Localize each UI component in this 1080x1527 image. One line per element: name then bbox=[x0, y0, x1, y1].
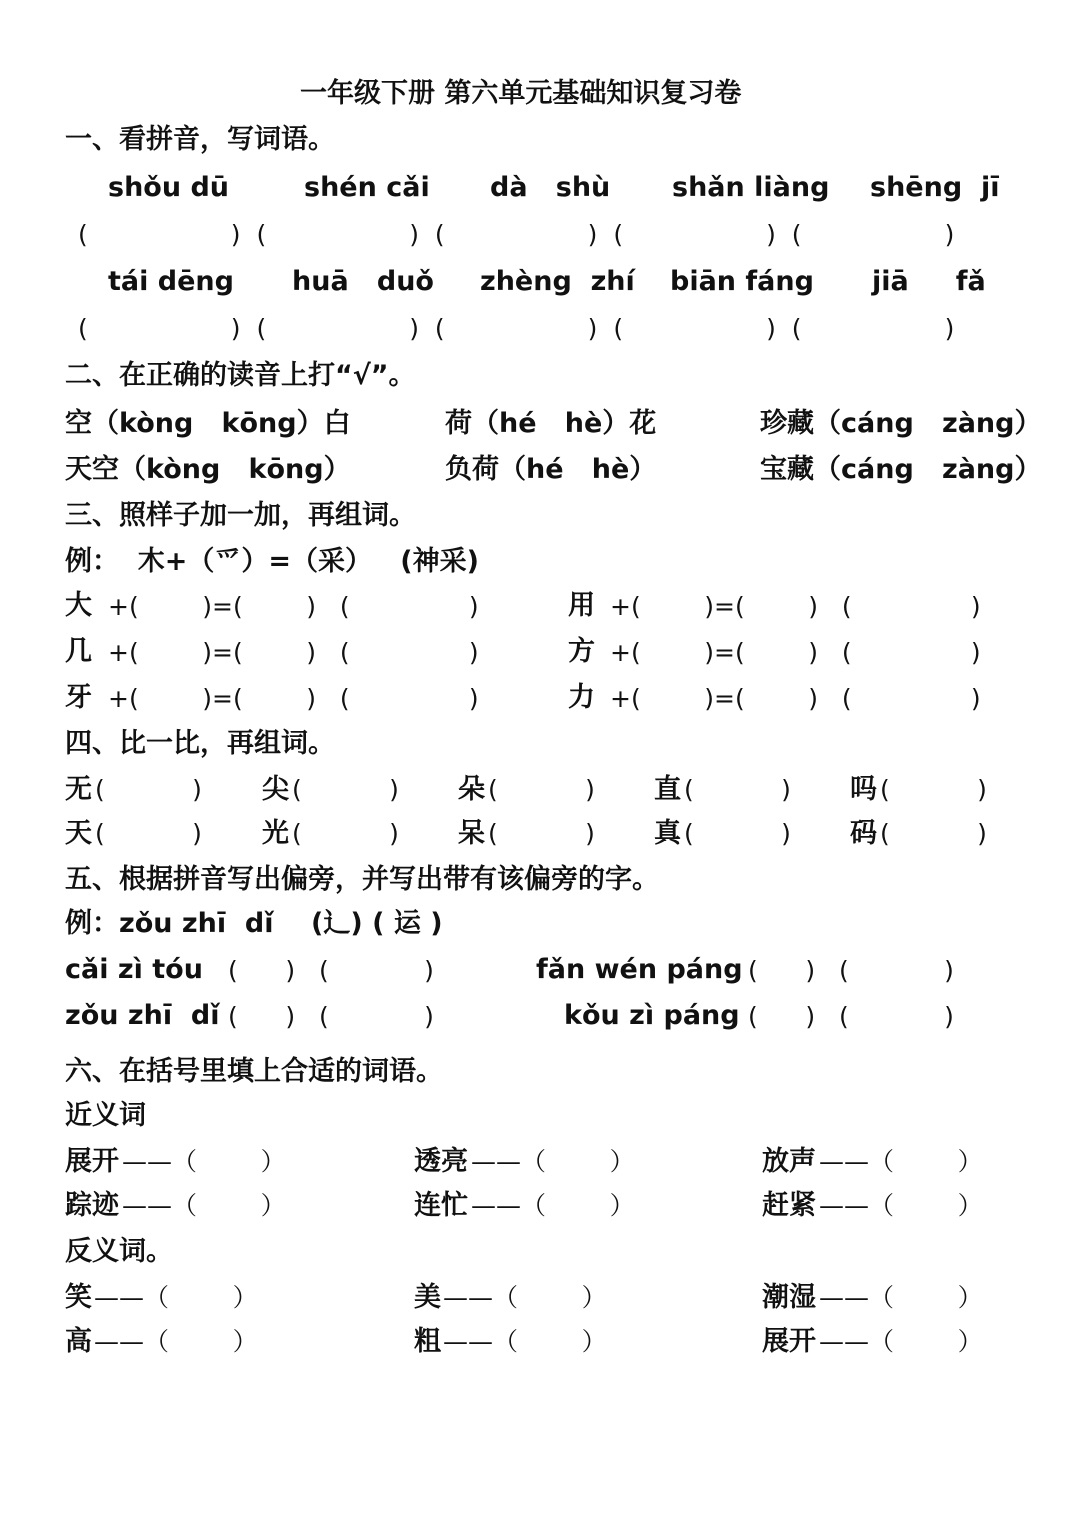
answer-blank[interactable]: ——（ ） bbox=[122, 1147, 286, 1176]
compare-char: 天 bbox=[65, 818, 92, 849]
answer-blank[interactable]: +( )=( ) ( ) bbox=[108, 684, 479, 713]
answer-blank[interactable]: ——（ ） bbox=[94, 1283, 258, 1312]
compare-char: 无 bbox=[65, 774, 92, 805]
pinyin-item: zhèng zhí bbox=[480, 266, 635, 297]
pinyin-item: shǎn liàng bbox=[672, 172, 830, 203]
reading-item[interactable]: 珍藏（cáng zàng） bbox=[760, 408, 1042, 439]
page-title: 一年级下册 第六单元基础知识复习卷 bbox=[300, 78, 742, 109]
section-6-heading: 六、在括号里填上合适的词语。 bbox=[65, 1056, 443, 1087]
compare-char: 尖 bbox=[262, 774, 289, 805]
subheading-synonyms: 近义词 bbox=[65, 1100, 146, 1131]
section-2-heading: 二、在正确的读音上打“√”。 bbox=[65, 360, 416, 391]
example-line: 例：zǒu zhī dǐ (辶) ( 运 ) bbox=[65, 908, 443, 939]
subheading-antonyms: 反义词。 bbox=[65, 1236, 173, 1267]
answer-blank[interactable]: ( ) bbox=[95, 819, 202, 848]
answer-blank[interactable]: +( )=( ) ( ) bbox=[610, 592, 981, 621]
answer-blank[interactable]: +( )=( ) ( ) bbox=[610, 638, 981, 667]
radical-pinyin: zǒu zhī dǐ bbox=[65, 1000, 220, 1031]
answer-blank[interactable]: ——（ ） bbox=[819, 1147, 983, 1176]
answer-blank[interactable]: ( ) ( ) ( ) ( ) ( ) bbox=[78, 220, 955, 249]
char-item: 用 bbox=[568, 590, 595, 621]
char-item: 力 bbox=[568, 682, 595, 713]
antonym-word: 粗 bbox=[414, 1326, 441, 1357]
compare-char: 光 bbox=[262, 818, 289, 849]
synonym-word: 赶紧 bbox=[762, 1190, 816, 1221]
answer-blank[interactable]: ( ) bbox=[880, 775, 987, 804]
synonym-word: 踪迹 bbox=[65, 1190, 119, 1221]
answer-blank[interactable]: ( ) bbox=[488, 819, 595, 848]
compare-char: 呆 bbox=[458, 818, 485, 849]
pinyin-item: biān fáng bbox=[670, 266, 814, 297]
radical-pinyin: kǒu zì páng bbox=[564, 1000, 740, 1031]
pinyin-item: shēng jī bbox=[870, 172, 1000, 203]
char-item: 牙 bbox=[65, 682, 92, 713]
answer-blank[interactable]: ——（ ） bbox=[443, 1327, 607, 1356]
char-item: 大 bbox=[65, 590, 92, 621]
reading-item[interactable]: 负荷（hé hè） bbox=[445, 454, 657, 485]
answer-blank[interactable]: ——（ ） bbox=[819, 1191, 983, 1220]
answer-blank[interactable]: ( ) bbox=[292, 775, 399, 804]
answer-blank[interactable]: ( ) bbox=[880, 819, 987, 848]
answer-blank[interactable]: ——（ ） bbox=[471, 1147, 635, 1176]
answer-blank[interactable]: ( ) ( ) ( ) ( ) ( ) bbox=[78, 314, 955, 343]
answer-blank[interactable]: ——（ ） bbox=[122, 1191, 286, 1220]
section-1-heading: 一、看拼音，写词语。 bbox=[65, 124, 335, 155]
char-item: 几 bbox=[65, 636, 92, 667]
answer-blank[interactable]: ( ) ( ) bbox=[228, 956, 434, 985]
pinyin-item: shǒu dū bbox=[108, 172, 230, 203]
char-item: 方 bbox=[568, 636, 595, 667]
answer-blank[interactable]: ——（ ） bbox=[94, 1327, 258, 1356]
reading-item[interactable]: 空（kòng kōng）白 bbox=[65, 408, 351, 439]
compare-char: 吗 bbox=[850, 774, 877, 805]
section-5-heading: 五、根据拼音写出偏旁，并写出带有该偏旁的字。 bbox=[65, 864, 659, 895]
answer-blank[interactable]: ( ) bbox=[684, 819, 791, 848]
pinyin-item: shén cǎi bbox=[304, 172, 430, 203]
answer-blank[interactable]: ——（ ） bbox=[471, 1191, 635, 1220]
compare-char: 直 bbox=[654, 774, 681, 805]
antonym-word: 笑 bbox=[65, 1282, 92, 1313]
pinyin-item: dà shù bbox=[490, 172, 611, 203]
synonym-word: 连忙 bbox=[414, 1190, 468, 1221]
antonym-word: 潮湿 bbox=[762, 1282, 816, 1313]
compare-char: 真 bbox=[654, 818, 681, 849]
pinyin-item: huā duǒ bbox=[292, 266, 434, 297]
synonym-word: 放声 bbox=[762, 1146, 816, 1177]
antonym-word: 展开 bbox=[762, 1326, 816, 1357]
reading-item[interactable]: 宝藏（cáng zàng） bbox=[760, 454, 1042, 485]
section-4-heading: 四、比一比，再组词。 bbox=[65, 728, 335, 759]
synonym-word: 展开 bbox=[65, 1146, 119, 1177]
answer-blank[interactable]: ( ) bbox=[488, 775, 595, 804]
answer-blank[interactable]: ( ) ( ) bbox=[748, 956, 954, 985]
compare-char: 码 bbox=[850, 818, 877, 849]
radical-pinyin: fǎn wén páng bbox=[536, 954, 743, 985]
pinyin-item: tái dēng bbox=[108, 266, 234, 297]
answer-blank[interactable]: ——（ ） bbox=[819, 1283, 983, 1312]
antonym-word: 美 bbox=[414, 1282, 441, 1313]
section-3-heading: 三、照样子加一加，再组词。 bbox=[65, 500, 416, 531]
answer-blank[interactable]: +( )=( ) ( ) bbox=[610, 684, 981, 713]
antonym-word: 高 bbox=[65, 1326, 92, 1357]
pinyin-item: jiā fǎ bbox=[872, 266, 986, 297]
answer-blank[interactable]: ( ) bbox=[292, 819, 399, 848]
reading-item[interactable]: 天空（kòng kōng） bbox=[65, 454, 351, 485]
reading-item[interactable]: 荷（hé hè）花 bbox=[445, 408, 657, 439]
synonym-word: 透亮 bbox=[414, 1146, 468, 1177]
answer-blank[interactable]: +( )=( ) ( ) bbox=[108, 592, 479, 621]
answer-blank[interactable]: +( )=( ) ( ) bbox=[108, 638, 479, 667]
answer-blank[interactable]: ——（ ） bbox=[443, 1283, 607, 1312]
answer-blank[interactable]: ( ) ( ) bbox=[748, 1002, 954, 1031]
example-line: 例： 木+（爫）=（采） (神采) bbox=[65, 546, 479, 577]
radical-pinyin: cǎi zì tóu bbox=[65, 954, 203, 985]
answer-blank[interactable]: ( ) bbox=[95, 775, 202, 804]
answer-blank[interactable]: ( ) ( ) bbox=[228, 1002, 434, 1031]
compare-char: 朵 bbox=[458, 774, 485, 805]
answer-blank[interactable]: ——（ ） bbox=[819, 1327, 983, 1356]
answer-blank[interactable]: ( ) bbox=[684, 775, 791, 804]
